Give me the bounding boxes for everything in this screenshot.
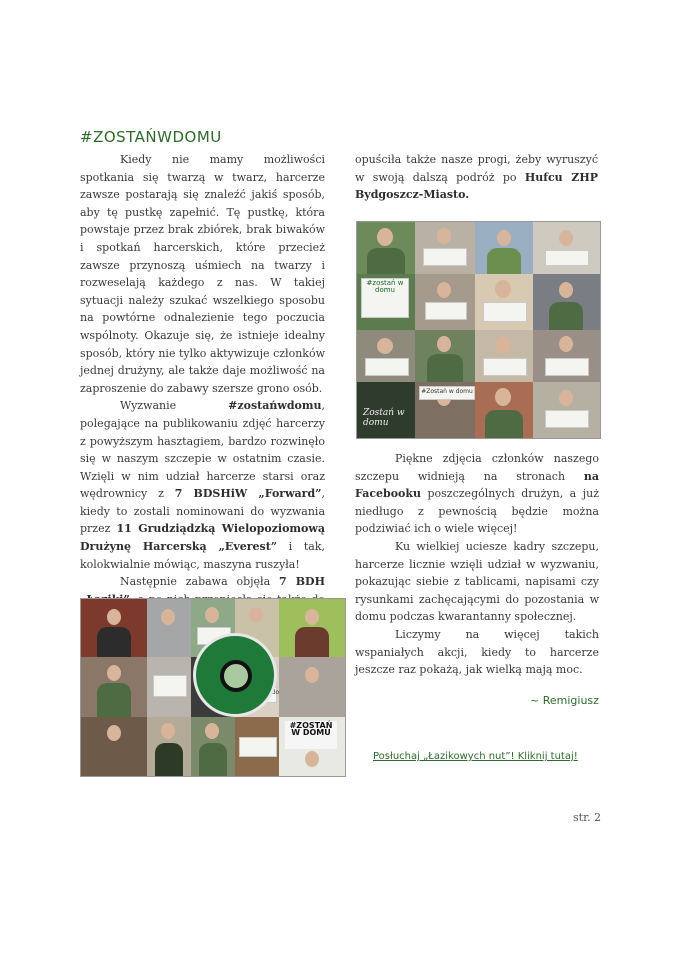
paragraph-participation: Ku wielkiej uciesze kadry szczepu, harcerze licznie wzięli udział w wyzwaniu, pokazując siebie z tablicami, napisami czy rysunkami zachęcającymi do pozostania w domu podczas kwarantanny społecznej. [355,539,599,624]
photo-tile [191,717,235,776]
sign-text: #zostań w domu [361,278,409,318]
paragraph-closing: Liczymy na więcej takich wspaniałych akcji, kiedy to harcerze jeszcze raz pokażą, jak wielką mają moc. [355,627,599,677]
page-number: str. 2 [573,811,602,824]
paragraph-facebook [355,450,599,538]
photo-tile [533,222,600,274]
photo-tile [415,222,475,274]
photo-collage-top [356,221,601,439]
photo-tile [147,599,191,657]
left-column [80,151,325,661]
hufiec-name: Hufcu ZHP Bydgoszcz-Miasto. [355,170,598,202]
facebook-bold: na Facebooku [355,469,599,501]
photo-tile [81,599,147,657]
photo-tile [357,274,415,330]
article-title: #ZOSTAŃWDOMU [80,128,222,146]
photo-tile [279,599,345,657]
text-span: Wyzwanie [120,399,229,413]
text-span: , polegające na publikowaniu zdjęć harcerzy z powyższym hasztagiem, bardzo rozwinęło się w naszym szczepie w ostatnim czasie. Wzięli w nim udział harcerze starsi oraz wędrownicy z [80,399,325,501]
photo-tile [279,657,345,717]
podcast-link[interactable]: Posłuchaj „Łazikowych nut”! Kliknij tutaj! [373,751,578,762]
photo-tile [475,330,533,382]
text-span: opuściła także nasze progi, żeby wyruszyć w swoją dalszą podróż po [355,153,598,184]
photo-tile [81,717,147,776]
hashtag-bold: #zostańwdomu [228,399,322,413]
photo-tile [475,382,533,438]
photo-tile [475,222,533,274]
troop-name-laziki: 7 BDH [278,575,325,589]
photo-tile [357,222,415,274]
text-span: Piękne zdjęcia członków naszego szczepu widnieją na stronach [355,452,599,483]
photo-tile [415,382,475,438]
photo-tile [415,274,475,330]
text-span: Następnie zabawa objęła [120,575,279,589]
photo-tile [357,382,415,438]
troop-name-everest: 11 Grudziądzką Wielopoziomową Drużynę Harcerską „Everest” [80,522,325,554]
photo-tile [415,330,475,382]
photo-tile [357,330,415,382]
paragraph-continuation [355,151,598,204]
sign-text: Zostań w domu [363,408,405,428]
photo-tile [279,717,345,776]
photo-tile [533,274,600,330]
sign-text: #Zostań w domu [419,386,475,400]
right-column-bottom [355,450,599,679]
photo-tile [475,274,533,330]
text-span: poszczególnych drużyn, a już niedługo z pewnością będzie można podziwiać ich o wiele więcej! [355,487,599,536]
photo-tile [533,330,600,382]
paragraph-intro: Kiedy nie mamy możliwości spotkania się twarzą w twarz, harcerze zawsze postarają się znaleźć jakiś sposób, aby tę pustkę zapełnić. Tę pustkę, która powstaje przez brak zbiórek, brak biwaków i spotkań harcerskich, które przecież zawsze przynoszą uśmiech na twarzy i rozweselają każdego z nas. W takiej sytuacji należy szukać wszelkiego sposobu na powtórne odnalezienie tego poczucia wspólnoty. Okazuje się, że istnieje idealny sposób, który nie tylko aktywizuje członków jednej drużyny, ale także daje możliwość na zaproszenie do zabawy szersze grono osób. [80,153,325,395]
photo-tile [81,657,147,717]
text-span: , kiedy to zostali nominowani do wyzwania przez [80,487,325,536]
troop-badge-logo [193,633,277,717]
sign-text: #ZOSTAŃ W DOMU [285,721,337,749]
photo-tile [147,657,191,717]
photo-tile [533,382,600,438]
text-span: i tak, kolokwialnie mówiąc, maszyna ruszyła! [80,540,325,571]
author-signature: ~ Remigiusz [530,694,599,707]
photo-tile [147,717,191,776]
photo-tile [235,717,279,776]
right-column-top [355,151,598,204]
troop-name-forward: 7 BDSHiW „Forward” [174,487,322,501]
paragraph-challenge [80,397,325,573]
photo-collage-bottom [80,598,346,777]
